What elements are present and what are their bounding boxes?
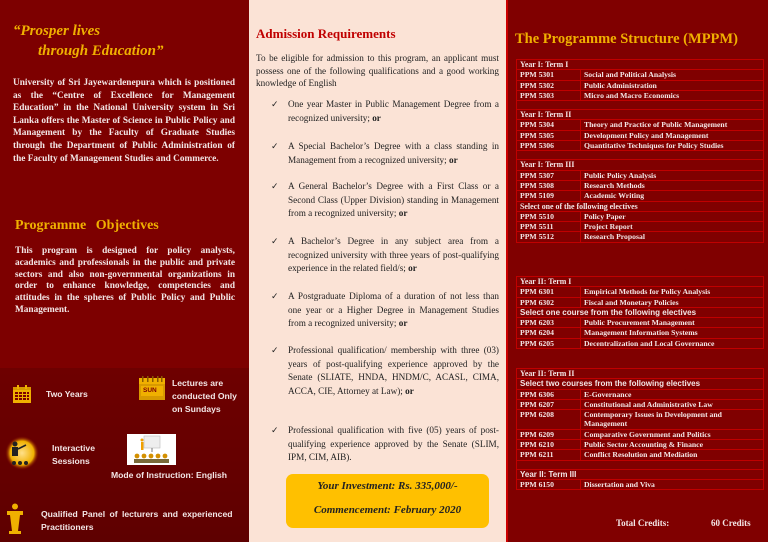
- interactive-line-2: Sessions: [52, 456, 90, 466]
- requirement-suffix: or: [408, 263, 417, 274]
- table-row: [517, 379, 764, 389]
- course-code: PPM 5304: [517, 120, 581, 130]
- course-name: Social and Political Analysis: [581, 70, 764, 80]
- table-row: [517, 429, 764, 439]
- total-credits-value: 60 Credits: [711, 518, 751, 528]
- course-code: PPM 5302: [517, 80, 581, 90]
- course-name: Academic Writing: [581, 191, 764, 201]
- panel-text: [41, 508, 232, 534]
- term-header: Year II: Term III: [517, 469, 764, 479]
- check-icon: ✓: [271, 236, 279, 246]
- requirement-suffix: or: [398, 318, 408, 329]
- requirement-text: A Bachelor’s Degree in any subject area from a recognized university with three years of post-qualifying experience in the related field/s;: [288, 236, 499, 274]
- motto-line-2: through Education”: [38, 43, 164, 59]
- motto-line-1: “Prosper lives: [13, 23, 101, 39]
- course-code: PPM 5303: [517, 90, 581, 100]
- course-name: Research Proposal: [581, 232, 764, 242]
- structure-title: The Programme Structure (MPPM): [515, 31, 738, 47]
- panel-line-1: Qualified Panel of lecturers and experienced: [41, 509, 233, 519]
- requirement-item: [271, 344, 499, 398]
- course-name: Public Sector Accounting & Finance: [581, 440, 764, 450]
- interactive-text: [52, 442, 95, 468]
- course-code: PPM 6208: [517, 410, 581, 430]
- table-row: [517, 211, 764, 221]
- term-header: Year I: Term I: [517, 60, 764, 70]
- requirement-suffix: or: [405, 385, 414, 396]
- requirement-item: [271, 98, 499, 125]
- elective-note: Select two courses from the following electives: [517, 379, 764, 389]
- course-name: Contemporary Issues in Development and Management: [581, 410, 764, 430]
- table-row: [517, 201, 764, 211]
- check-icon: ✓: [271, 99, 279, 109]
- check-icon: ✓: [271, 181, 279, 191]
- requirement-item: [271, 140, 499, 167]
- course-code: PPM 6203: [517, 318, 581, 328]
- elective-note: Select one course from the following electives: [517, 307, 764, 317]
- course-code: PPM 5512: [517, 232, 581, 242]
- term-table-y2t2: [516, 368, 764, 490]
- course-name: Fiscal and Monetary Policies: [581, 297, 764, 307]
- course-name: Micro and Macro Economics: [581, 90, 764, 100]
- term-header: Year II: Term II: [517, 369, 764, 379]
- term-table-y1: [516, 59, 764, 243]
- course-name: Development Policy and Management: [581, 130, 764, 140]
- table-row: [517, 277, 764, 287]
- course-code: PPM 5510: [517, 211, 581, 221]
- motto: [13, 21, 163, 61]
- sun-label: SUN: [143, 387, 157, 394]
- lectures-text: [172, 377, 237, 416]
- intro-paragraph: University of Sri Jayewardenepura which is positioned as the “Centre of Excellence for Management Education” in the National University system in Sri Lanka offers the Master of Science in Public Policy and Management by the Faculty of Graduate Studies through the Department of Public Administration of the Faculty of Management Studies and Commerce.: [13, 78, 235, 164]
- course-code: PPM 6207: [517, 399, 581, 409]
- table-row: [517, 232, 764, 242]
- table-row: [517, 170, 764, 180]
- term-table-y2t1: [516, 276, 764, 349]
- course-code: PPM 5308: [517, 180, 581, 190]
- sunday-calendar-icon: [139, 376, 165, 404]
- interactive-line-1: Interactive: [52, 443, 95, 453]
- table-row: [517, 410, 764, 430]
- course-name: Public Administration: [581, 80, 764, 90]
- course-code: PPM 6211: [517, 450, 581, 460]
- table-row: [517, 450, 764, 460]
- requirement-text: A Postgraduate Diploma of a duration of not less than one year or a Higher Degree in Management Studies from a recognized university;: [288, 291, 499, 329]
- programme-structure-panel: [506, 0, 768, 542]
- requirement-item: [271, 235, 499, 276]
- elective-note: Select one of the following electives: [517, 201, 764, 211]
- course-name: Research Methods: [581, 180, 764, 190]
- course-code: PPM 6204: [517, 328, 581, 338]
- classroom-image: [127, 434, 176, 465]
- term-header: Year I: Term III: [517, 160, 764, 170]
- course-code: PPM 6306: [517, 389, 581, 399]
- course-name: Conflict Resolution and Mediation: [581, 450, 764, 460]
- check-icon: ✓: [271, 345, 279, 355]
- admission-panel: [249, 0, 506, 542]
- intro-section: [0, 0, 249, 368]
- table-row: [517, 180, 764, 190]
- table-row: [517, 191, 764, 201]
- table-row: [517, 141, 764, 151]
- term-header: Year I: Term II: [517, 110, 764, 120]
- check-icon: ✓: [271, 425, 279, 435]
- presenter-icon: [4, 436, 40, 474]
- table-row: [517, 70, 764, 80]
- table-row: [517, 479, 764, 489]
- table-row: [517, 120, 764, 130]
- table-row: [517, 318, 764, 328]
- requirement-text: A General Bachelor’s Degree with a First Class or a Second Class (Upper Division) standing in Management from a recognized university;: [288, 181, 499, 219]
- table-row: [517, 297, 764, 307]
- course-name: Empirical Methods for Policy Analysis: [581, 287, 764, 297]
- course-code: PPM 5109: [517, 191, 581, 201]
- course-name: Quantitative Techniques for Policy Studies: [581, 141, 764, 151]
- table-row: [517, 60, 764, 70]
- table-row: [517, 389, 764, 399]
- course-code: PPM 5307: [517, 170, 581, 180]
- course-code: PPM 5305: [517, 130, 581, 140]
- lectures-line-3: on Sundays: [172, 404, 221, 414]
- course-code: PPM 5306: [517, 141, 581, 151]
- table-row: [517, 222, 764, 232]
- table-row: [517, 287, 764, 297]
- left-panel: [0, 0, 249, 542]
- course-code: PPM 6301: [517, 287, 581, 297]
- course-code: PPM 6205: [517, 338, 581, 348]
- table-row: [517, 110, 764, 120]
- term-header: Year II: Term I: [517, 277, 764, 287]
- table-row: [517, 469, 764, 479]
- lectures-line-2: conducted Only: [172, 391, 237, 401]
- requirement-suffix: or: [372, 112, 381, 123]
- table-row: [517, 369, 764, 379]
- course-name: Project Report: [581, 222, 764, 232]
- investment-banner: [286, 474, 489, 528]
- commencement-text: Commencement: February 2020: [313, 504, 462, 516]
- total-credits-label: Total Credits:: [616, 518, 670, 528]
- course-code: PPM 6302: [517, 297, 581, 307]
- requirement-suffix: or: [448, 154, 458, 165]
- table-row: [517, 307, 764, 317]
- table-row: [517, 130, 764, 140]
- requirement-item: [271, 290, 499, 331]
- table-row: [517, 440, 764, 450]
- investment-text: Your Investment: Rs. 335,000/-: [317, 480, 458, 492]
- course-name: Theory and Practice of Public Management: [581, 120, 764, 130]
- admission-title: Admission Requirements: [256, 26, 396, 41]
- course-name: E-Governance: [581, 389, 764, 399]
- requirement-item: [271, 180, 499, 221]
- table-row: [517, 160, 764, 170]
- features-section: [0, 368, 249, 542]
- course-name: Comparative Government and Politics: [581, 429, 764, 439]
- table-row: [517, 399, 764, 409]
- course-name: Dissertation and Viva: [581, 479, 764, 489]
- panel-line-2: Practitioners: [41, 522, 94, 532]
- objectives-title: Programme Objectives: [15, 218, 159, 233]
- requirement-text: Professional qualification/ membership with three (03) years of post-qualifying experience approved by the Senate (SLIATE, HNDA, HNDM/C, ACASL, CIMA, ACCA, CIE, Attorney at Law);: [288, 345, 499, 396]
- check-icon: ✓: [271, 141, 279, 151]
- objectives-paragraph: This program is designed for policy analysts, academics and professionals in the public and private sectors and also non-governmental organizations in order to enhance knowledge, competencies and attitudes in the spheres of Public Policy and Public Management.: [15, 246, 235, 315]
- duration-text: Two Years: [46, 389, 88, 399]
- course-name: Constitutional and Administrative Law: [581, 399, 764, 409]
- requirement-item: [271, 424, 499, 465]
- table-row: [517, 338, 764, 348]
- requirement-suffix: or: [398, 208, 408, 219]
- course-code: PPM 5511: [517, 222, 581, 232]
- requirement-text: A Special Bachelor’s Degree with a class standing in Management from a recognized university;: [288, 141, 499, 165]
- course-name: Management Information Systems: [581, 328, 764, 338]
- calendar-icon: [12, 384, 32, 408]
- table-row: [517, 80, 764, 90]
- mode-of-instruction-text: Mode of Instruction: English: [111, 470, 228, 480]
- check-icon: ✓: [271, 291, 279, 301]
- course-code: PPM 6210: [517, 440, 581, 450]
- course-name: Decentralization and Local Governance: [581, 338, 764, 348]
- course-code: PPM 6150: [517, 479, 581, 489]
- requirement-text: One year Master in Public Management Degree from a recognized university;: [288, 99, 499, 123]
- lectures-line-1: Lectures are: [172, 378, 224, 388]
- course-code: PPM 5301: [517, 70, 581, 80]
- admission-intro: To be eligible for admission to this program, an applicant must possess one of the following qualifications and a good working knowledge of English: [256, 53, 499, 88]
- requirement-text: Professional qualification with five (05) years of post-qualifying experience approved by the Senate (SLIM, IPM, CIM, AIB).: [288, 425, 499, 463]
- course-name: Policy Paper: [581, 211, 764, 221]
- course-code: PPM 6209: [517, 429, 581, 439]
- course-name: Public Policy Analysis: [581, 170, 764, 180]
- table-row: [517, 328, 764, 338]
- table-row: [517, 90, 764, 100]
- podium-icon: [7, 503, 23, 539]
- course-name: Public Procurement Management: [581, 318, 764, 328]
